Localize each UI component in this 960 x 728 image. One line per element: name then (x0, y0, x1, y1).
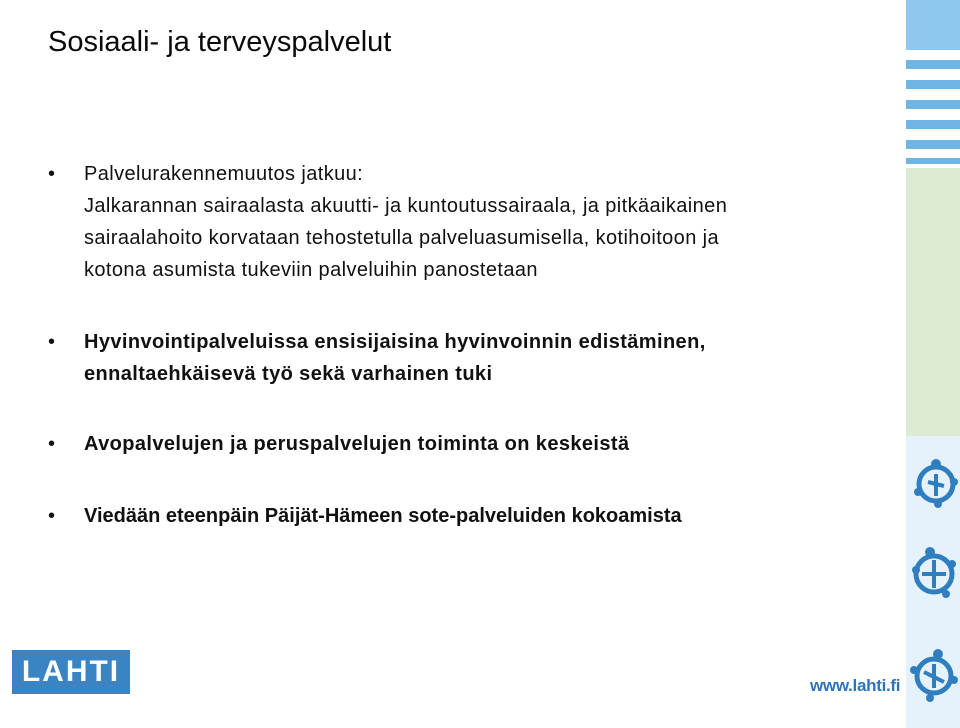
people-circle-icon (908, 644, 958, 704)
bullet-line: sairaalahoito korvataan tehostetulla palveluasumisella, kotihoitoon ja (84, 227, 720, 249)
bullet-marker: • (48, 163, 56, 185)
decorative-side-strip (906, 0, 960, 728)
people-circle-icon (908, 452, 958, 512)
bullet-line: kotona asumista tukeviin palveluihin panostetaan (84, 259, 538, 281)
strip-stripe (906, 80, 960, 89)
strip-top-block (906, 0, 960, 50)
bullet-marker: • (48, 505, 56, 527)
bullet-text (84, 326, 838, 390)
strip-stripe (906, 140, 960, 149)
strip-stripe (906, 60, 960, 69)
strip-stripe (906, 120, 960, 129)
bullet-line: Hyvinvointipalveluissa ensisijaisina hyvinvoinnin edistäminen, (84, 331, 706, 353)
lahti-logo (12, 650, 130, 694)
bullet-text (84, 428, 838, 460)
strip-green-block (906, 168, 960, 436)
bullet-heading: Palvelurakennemuutos jatkuu: (84, 163, 364, 185)
website-url[interactable]: www.lahti.fi (810, 676, 901, 695)
strip-stripe (906, 158, 960, 164)
lahti-logo-text: LAHTI (21, 655, 121, 688)
bullet-line: Viedään eteenpäin Päijät-Hämeen sote-palveluiden kokoamista (84, 505, 682, 527)
bullet-line: Avopalvelujen ja peruspalvelujen toiminta on keskeistä (84, 433, 630, 455)
strip-stripe (906, 100, 960, 109)
slide-title: Sosiaali- ja terveyspalvelut (48, 26, 392, 58)
bullet-line: Jalkarannan sairaalasta akuutti- ja kuntoutussairaala, ja pitkäaikainen (84, 195, 728, 217)
people-circle-icon (908, 540, 958, 600)
bullet-line: ennaltaehkäisevä työ sekä varhainen tuki (84, 363, 493, 385)
bullet-marker: • (48, 433, 56, 455)
bullet-marker: • (48, 331, 56, 353)
bullet-text (84, 158, 838, 286)
bullet-text (84, 500, 838, 532)
